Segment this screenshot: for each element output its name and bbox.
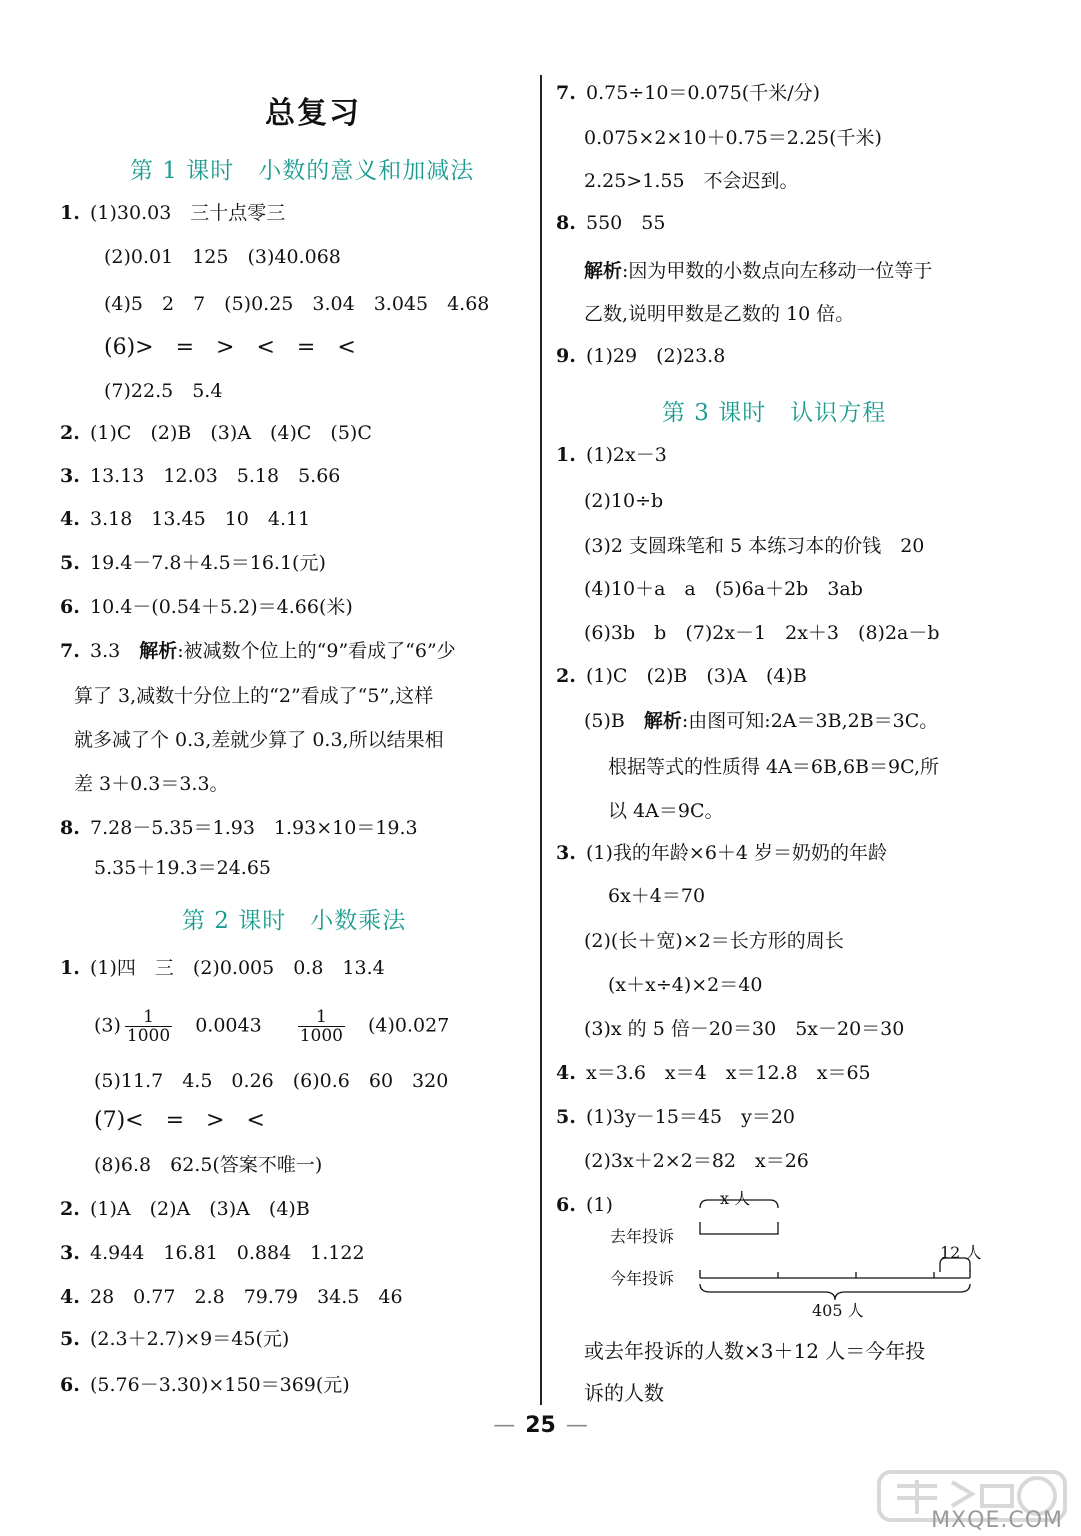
s3-q1-line1 <box>556 442 667 468</box>
r-q8-analysis1 <box>584 258 932 284</box>
q-number: 3. <box>556 842 576 864</box>
q5-line <box>60 550 326 576</box>
answer-text: (5)B <box>584 710 644 732</box>
r-q7-line3: 2.25>1.55 不会迟到。 <box>584 170 799 192</box>
answer-text: 19.4－7.8＋4.5＝16.1(元) <box>90 552 326 574</box>
s3-q3-line1 <box>556 840 887 866</box>
page-number-text: 25 <box>525 1413 556 1438</box>
fraction-denominator: 1000 <box>299 1026 343 1046</box>
s2-q1-line5: (8)6.8 62.5(答案不唯一) <box>94 1154 323 1176</box>
q6-line <box>60 594 353 620</box>
q7-line4: 差 3＋0.3＝3.3。 <box>74 773 229 795</box>
q1-line4: (6)> = > < = < <box>104 335 356 360</box>
section-title-lesson1: 第 1 课时 小数的意义和加减法 <box>130 158 475 184</box>
fraction <box>125 1008 172 1045</box>
page-number: — 25 — <box>493 1413 588 1438</box>
s3-q2-line1 <box>556 663 807 689</box>
answer-text: (3) <box>94 1014 121 1037</box>
q7-line2: 算了 3,减数十分位上的“2”看成了“5”,这样 <box>74 685 434 707</box>
s3-q1-line3: (3)2 支圆珠笔和 5 本练习本的价钱 20 <box>584 535 925 557</box>
answer-text: 0.0043 <box>176 1014 262 1037</box>
q1-line2: (2)0.01 125 (3)40.068 <box>104 246 341 268</box>
page-title: 总复习 <box>265 96 361 131</box>
q1-line3: (4)5 2 7 (5)0.25 3.04 3.045 4.68 <box>104 293 490 315</box>
diagram-label-last-year: 去年投诉 <box>610 1227 675 1246</box>
r-q7-line2: 0.075×2×10＋0.75＝2.25(千米) <box>584 127 882 149</box>
q-number: 5. <box>60 552 80 574</box>
q-number: 5. <box>556 1106 576 1128</box>
q-number: 6. <box>556 1194 576 1216</box>
fraction-numerator: 1 <box>298 1008 345 1027</box>
s3-q1-line2: (2)10÷b <box>584 490 664 512</box>
q-number: 8. <box>60 817 80 839</box>
section-title-lesson2: 第 2 课时 小数乘法 <box>182 908 407 934</box>
analysis-tag: 解析 <box>643 710 682 732</box>
s3-q4-line <box>556 1060 871 1086</box>
q-number: 9. <box>556 345 576 367</box>
answer-text: 7.28－5.35＝1.93 1.93×10＝19.3 <box>90 817 418 839</box>
s3-q3-line3: (2)(长＋宽)×2＝长方形的周长 <box>584 930 844 952</box>
segment-diagram <box>590 1190 990 1320</box>
answer-text: (4)0.027 <box>348 1014 450 1037</box>
s3-q2-line3: 根据等式的性质得 4A＝6B,6B＝9C,所 <box>608 756 939 778</box>
q-number: 1. <box>60 957 80 979</box>
q-number: 3. <box>60 1242 80 1264</box>
answer-text: (1)29 (2)23.8 <box>586 345 726 367</box>
s3-q1-line5: (6)3b b (7)2x－1 2x＋3 (8)2a－b <box>584 622 940 644</box>
answer-text: 10.4－(0.54＋5.2)＝4.66(米) <box>90 596 353 618</box>
r-q9-line <box>556 343 725 369</box>
answer-text: (1)2x－3 <box>586 444 667 466</box>
q4-line <box>60 506 310 532</box>
answer-text: 4.944 16.81 0.884 1.122 <box>90 1242 365 1264</box>
q8-line1 <box>60 815 418 841</box>
answer-text: 3.3 <box>90 640 140 662</box>
r-q7-line1 <box>556 80 820 106</box>
fraction-numerator: 1 <box>125 1008 172 1027</box>
watermark-url: MXQE.COM <box>931 1508 1063 1533</box>
q-number: 1. <box>556 444 576 466</box>
answer-text: (1) <box>586 1194 613 1216</box>
q7-line3: 就多减了个 0.3,差就少算了 0.3,所以结果相 <box>74 729 444 751</box>
answer-text: (5.76－3.30)×150＝369(元) <box>90 1374 350 1396</box>
answer-text: 13.13 12.03 5.18 5.66 <box>90 465 341 487</box>
q-number: 1. <box>60 202 80 224</box>
q1-line1 <box>60 200 285 226</box>
q-number: 7. <box>60 640 80 662</box>
q-number: 8. <box>556 212 576 234</box>
answer-text: (1)C (2)B (3)A (4)C (5)C <box>90 422 372 444</box>
analysis-tag: 解析 <box>584 260 623 282</box>
s3-q3-line5: (3)x 的 5 倍－20＝30 5x－20＝30 <box>584 1018 905 1040</box>
q3-line <box>60 463 340 489</box>
s3-q6-line3: 诉的人数 <box>584 1381 664 1405</box>
q-number: 7. <box>556 82 576 104</box>
s3-q1-line4: (4)10＋a a (5)6a＋2b 3ab <box>584 578 863 600</box>
analysis-text: :因为甲数的小数点向左移动一位等于 <box>622 260 933 282</box>
diagram-lines <box>590 1190 990 1320</box>
s2-q6-line <box>60 1372 350 1398</box>
s3-q6-line2: 或去年投诉的人数×3＋12 人＝今年投 <box>584 1339 926 1363</box>
diagram-label-this-year: 今年投诉 <box>610 1269 675 1288</box>
s2-q1-line2 <box>94 1008 449 1045</box>
analysis-text: :被减数个位上的“9”看成了“6”少 <box>177 640 456 662</box>
answer-text: (1)四 三 (2)0.005 0.8 13.4 <box>90 957 385 979</box>
diagram-label-12: 12 人 <box>940 1243 982 1262</box>
section-title-lesson3: 第 3 课时 认识方程 <box>662 400 887 426</box>
s2-q4-line <box>60 1284 403 1310</box>
answer-text: (1)我的年龄×6＋4 岁＝奶奶的年龄 <box>586 842 888 864</box>
q-number: 4. <box>60 1286 80 1308</box>
s2-q1-line4: (7)< = > < <box>94 1108 265 1133</box>
s3-q5-line2: (2)3x＋2×2＝82 x＝26 <box>584 1150 809 1172</box>
answer-text: (1)30.03 三十点零三 <box>90 202 286 224</box>
answer-text: 3.18 13.45 10 4.11 <box>90 508 311 530</box>
q-number: 6. <box>60 1374 80 1396</box>
q-number: 4. <box>556 1062 576 1084</box>
s2-q2-line <box>60 1196 310 1222</box>
r-q8-analysis2: 乙数,说明甲数是乙数的 10 倍。 <box>584 303 855 325</box>
answer-text: (1)C (2)B (3)A (4)B <box>586 665 807 687</box>
q8-line2: 5.35＋19.3＝24.65 <box>94 857 272 879</box>
s2-q3-line <box>60 1240 365 1266</box>
column-divider <box>540 75 542 1405</box>
s2-q1-line1 <box>60 955 385 981</box>
s3-q3-line4: (x＋x÷4)×2＝40 <box>608 974 763 996</box>
answer-text: (1)A (2)A (3)A (4)B <box>90 1198 310 1220</box>
s3-q2-line2 <box>584 708 938 734</box>
s3-q3-line2: 6x＋4＝70 <box>608 885 706 907</box>
s3-q2-line4: 以 4A＝9C。 <box>608 800 724 822</box>
q-number: 2. <box>60 422 80 444</box>
q-number: 5. <box>60 1328 80 1350</box>
q7-line1 <box>60 638 456 664</box>
r-q8-line <box>556 210 665 236</box>
answer-text: 28 0.77 2.8 79.79 34.5 46 <box>90 1286 403 1308</box>
answer-text: x＝3.6 x＝4 x＝12.8 x＝65 <box>586 1062 871 1084</box>
answer-text: (2.3＋2.7)×9＝45(元) <box>90 1328 290 1350</box>
diagram-label-405: 405 人 <box>812 1301 864 1320</box>
q-number: 4. <box>60 508 80 530</box>
q-number: 3. <box>60 465 80 487</box>
s3-q5-line1 <box>556 1104 795 1130</box>
answer-text: (1)3y－15＝45 y＝20 <box>586 1106 796 1128</box>
diagram-label-x: x 人 <box>720 1189 751 1208</box>
answer-text: 550 55 <box>586 212 666 234</box>
q-number: 2. <box>556 665 576 687</box>
q-number: 6. <box>60 596 80 618</box>
analysis-tag: 解析 <box>139 640 178 662</box>
answer-text: 0.75÷10＝0.075(千米/分) <box>586 82 821 104</box>
fraction <box>298 1008 345 1045</box>
analysis-text: :由图可知:2A＝3B,2B＝3C。 <box>681 710 939 732</box>
q2-line <box>60 420 372 446</box>
s2-q5-line <box>60 1326 289 1352</box>
q1-line5: (7)22.5 5.4 <box>104 380 223 402</box>
q-number: 2. <box>60 1198 80 1220</box>
s2-q1-line3: (5)11.7 4.5 0.26 (6)0.6 60 320 <box>94 1070 449 1092</box>
fraction-denominator: 1000 <box>126 1026 171 1046</box>
